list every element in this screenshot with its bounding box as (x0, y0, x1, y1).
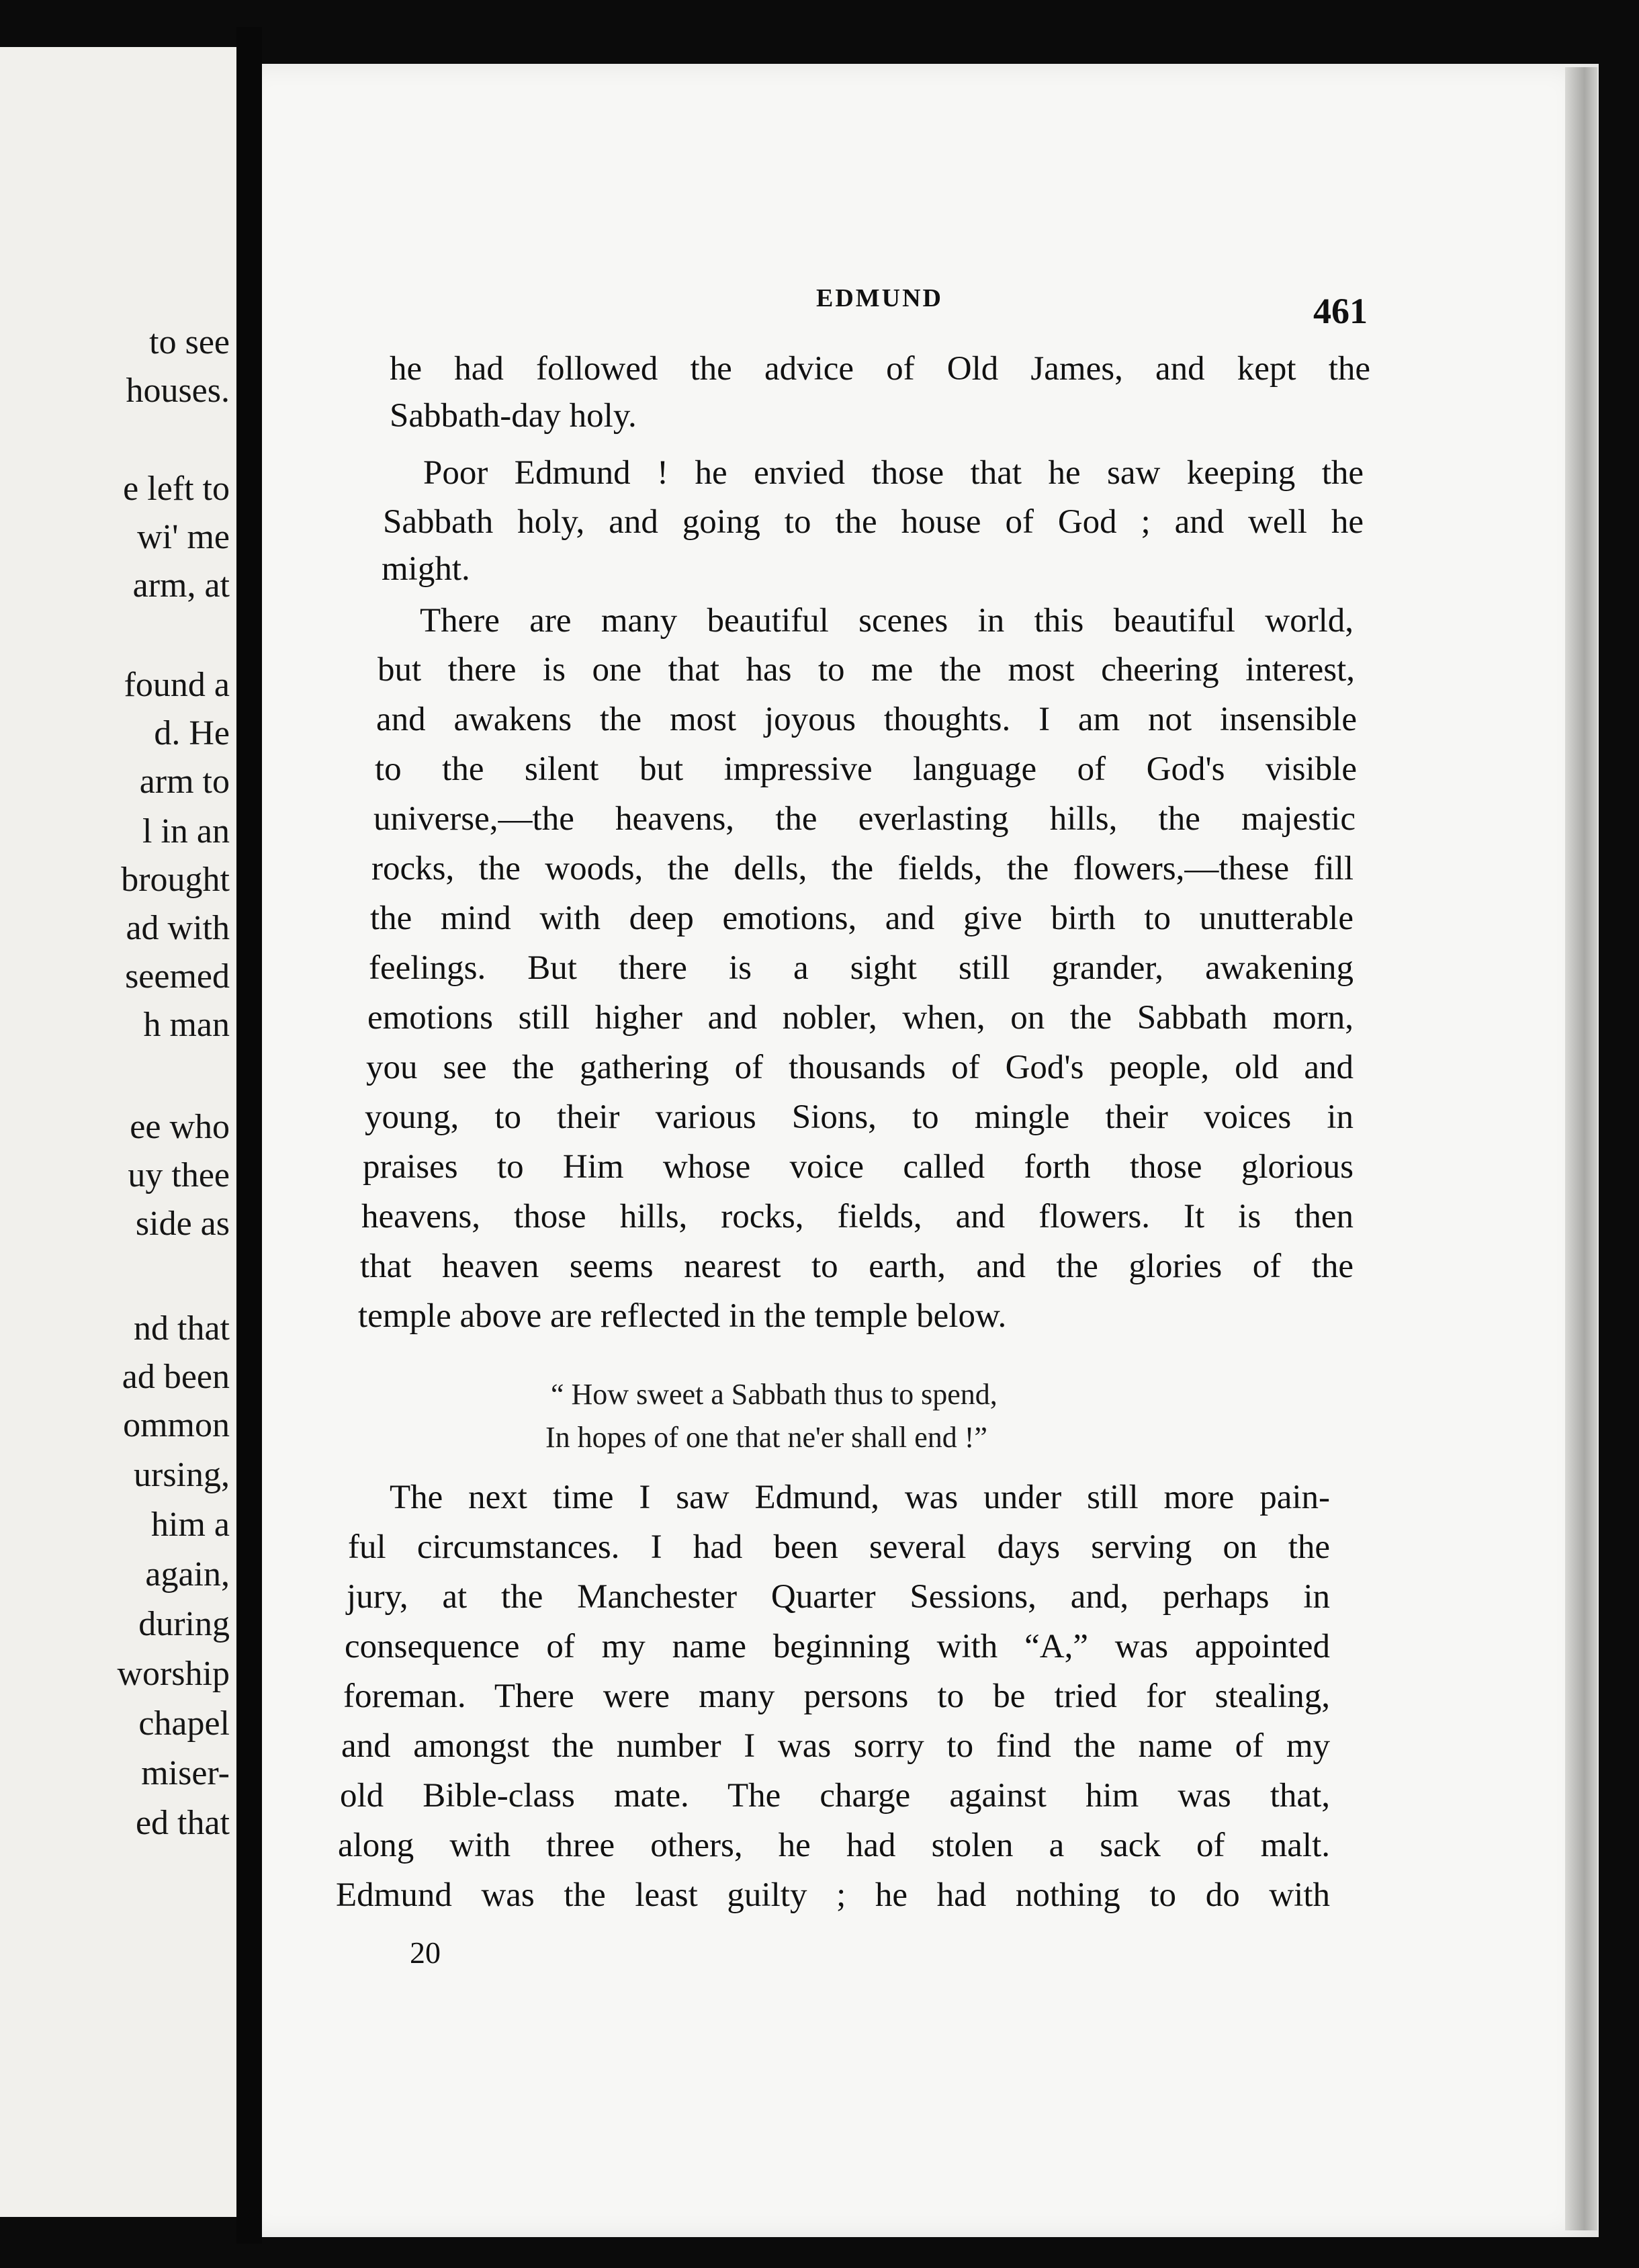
left-page-fragment: e left to (123, 470, 230, 508)
text-line: that heaven seems nearest to earth, and the glories of the (360, 1248, 1354, 1285)
left-page-fragment: arm, at (132, 566, 230, 605)
left-page-fragment: to see (149, 323, 230, 361)
text-line: to the silent but impressive language of God's visible (375, 750, 1357, 788)
text-line: foreman. There were many persons to be tried for stealing, (343, 1677, 1330, 1715)
text-line: and amongst the number I was sorry to find the name of my (341, 1727, 1330, 1765)
text-line: along with three others, he had stolen a sack of malt. (338, 1827, 1330, 1864)
text-line: old Bible-class mate. The charge against him was that, (340, 1777, 1330, 1815)
book-gutter (236, 27, 262, 2244)
left-page-fragment: ee who (130, 1108, 230, 1146)
text-line: Edmund was the least guilty ; he had nothing to do with (336, 1876, 1330, 1914)
left-page-fragment: arm to (139, 762, 230, 801)
text-line: rocks, the woods, the dells, the fields, the flowers,—these fill (371, 850, 1354, 887)
left-page-fragment: nd that (134, 1309, 230, 1348)
page-stack-edge (1565, 67, 1597, 2230)
left-page-fragment: seemed (125, 957, 230, 996)
text-line: Sabbath-day holy. (390, 397, 637, 435)
left-page-fragment: houses. (126, 372, 230, 410)
left-page-fragment: during (138, 1605, 230, 1643)
left-page-fragment: him a (151, 1506, 230, 1544)
left-page-fragment: ad with (126, 909, 230, 947)
text-line: Poor Edmund ! he envied those that he saw keeping the (423, 454, 1364, 492)
signature-mark: 20 (410, 1935, 441, 1970)
text-line: Sabbath holy, and going to the house of God ; and well he (383, 503, 1364, 541)
text-line: praises to Him whose voice called forth those glorious (363, 1148, 1354, 1186)
text-line: young, to their various Sions, to mingle their voices in (365, 1098, 1354, 1136)
text-line: The next time I saw Edmund, was under still more pain- (390, 1479, 1330, 1516)
text-line: jury, at the Manchester Quarter Sessions, and, perhaps in (347, 1578, 1330, 1616)
left-page-fragment: found a (124, 666, 230, 704)
left-page-fragment: brought (121, 861, 230, 899)
left-page-fragment: uy thee (128, 1156, 230, 1194)
text-line: feelings. But there is a sight still grander, awakening (369, 949, 1354, 987)
text-line: There are many beautiful scenes in this beautiful world, (420, 602, 1354, 640)
text-line: heavens, those hills, rocks, fields, and flowers. It is then (361, 1198, 1354, 1235)
text-line: might. (382, 550, 470, 588)
previous-page-strip (0, 47, 236, 2217)
text-line: you see the gathering of thousands of God's people, old and (366, 1049, 1354, 1086)
left-page-fragment: again, (145, 1555, 230, 1594)
left-page-fragment: miser- (141, 1754, 230, 1792)
left-page-fragment: ommon (123, 1406, 230, 1444)
left-page-fragment: worship (117, 1655, 230, 1693)
text-line: the mind with deep emotions, and give birth to unutterable (370, 900, 1354, 937)
quote-line: “ How sweet a Sabbath thus to spend, (551, 1378, 998, 1411)
page-number: 461 (1313, 291, 1368, 331)
text-line: ful circumstances. I had been several days serving on the (348, 1528, 1330, 1566)
left-page-fragment: chapel (138, 1704, 230, 1743)
text-line: consequence of my name beginning with “A,” was appointed (345, 1628, 1330, 1665)
left-page-fragment: ad been (122, 1358, 230, 1396)
running-head: EDMUND (816, 284, 943, 312)
text-line: temple above are reflected in the temple below. (358, 1297, 1007, 1335)
left-page-fragment: h man (143, 1006, 230, 1044)
text-line: universe,—the heavens, the everlasting hills, the majestic (373, 800, 1356, 838)
left-page-fragment: wi' me (137, 518, 230, 556)
text-line: emotions still higher and nobler, when, on the Sabbath morn, (367, 999, 1354, 1037)
left-page-fragment: d. He (154, 714, 230, 752)
left-page-fragment: side as (135, 1205, 230, 1243)
text-line: but there is one that has to me the most cheering interest, (378, 651, 1355, 689)
text-line: he had followed the advice of Old James, and kept the (390, 350, 1370, 388)
left-page-fragment: l in an (142, 812, 230, 850)
left-page-fragment: ursing, (134, 1456, 230, 1494)
text-line: and awakens the most joyous thoughts. I am not insensible (376, 701, 1357, 738)
left-page-fragment: ed that (135, 1804, 230, 1842)
quote-line: In hopes of one that ne'er shall end !” (545, 1421, 987, 1454)
